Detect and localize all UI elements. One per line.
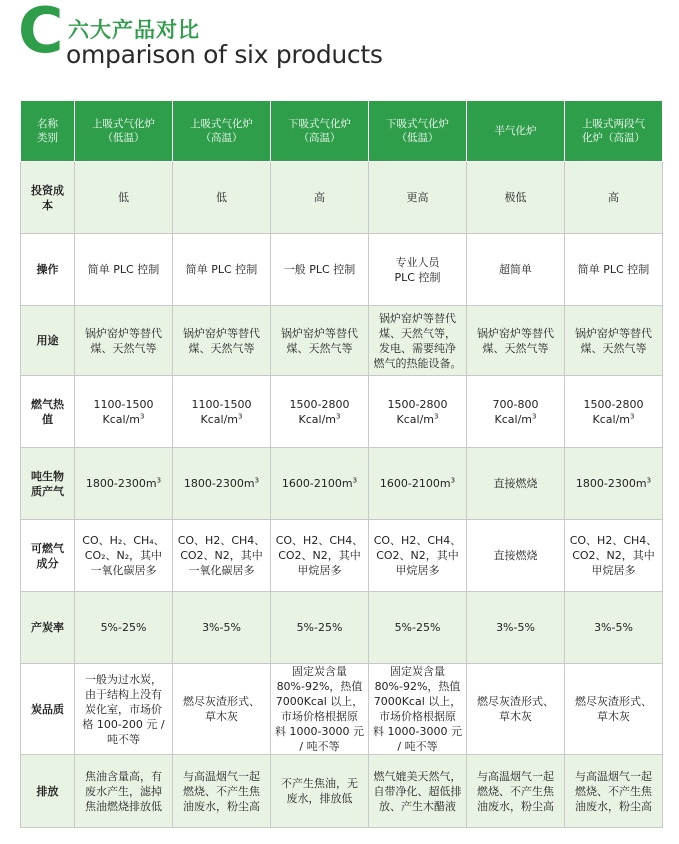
- row-header: 可燃气 成分: [21, 520, 75, 592]
- table-cell: 燃尽灰渣形式、 草木灰: [467, 664, 565, 755]
- table-cell: 低: [173, 162, 271, 234]
- table-cell: 锅炉窑炉等替代 煤、天然气等: [271, 306, 369, 376]
- table-row: [21, 234, 663, 306]
- table-cell: 1500-2800 Kcal/$m^3$: [271, 376, 369, 448]
- title-english: omparison of six products: [66, 40, 383, 69]
- title-initial-letter: C: [18, 0, 64, 67]
- table-cell: 与高温烟气一起 燃烧、不产生焦 油废水，粉尘高: [173, 755, 271, 828]
- table-cell: 固定炭含量 80%-92%，热值 7000Kcal 以上， 市场价格根据原 料 1000-3000 元 / 吨不等: [369, 664, 467, 755]
- table-cell: 更高: [369, 162, 467, 234]
- table-cell: CO、H₂、CH₄、 CO₂、N₂，其中 一氧化碳居多: [75, 520, 173, 592]
- table-row: [21, 592, 663, 664]
- table-cell: 焦油含量高，有 废水产生，滤掉 焦油燃烧排放低: [75, 755, 173, 828]
- row-header: 投资成 本: [21, 162, 75, 234]
- table-cell: 3%-5%: [467, 592, 565, 664]
- table-cell: 与高温烟气一起 燃烧、不产生焦 油废水，粉尘高: [565, 755, 663, 828]
- table-cell: 锅炉窑炉等替代 煤、天然气等: [565, 306, 663, 376]
- table-cell: 直接燃烧: [467, 448, 565, 520]
- table-cell: 锅炉窑炉等替代 煤、天然气等: [75, 306, 173, 376]
- table-cell: $1800-2300m^3$: [565, 448, 663, 520]
- table-cell: 低: [75, 162, 173, 234]
- row-header: 产炭率: [21, 592, 75, 664]
- table-cell: 3%-5%: [565, 592, 663, 664]
- table-cell: 5%-25%: [271, 592, 369, 664]
- row-header: 用途: [21, 306, 75, 376]
- table-row: [21, 448, 663, 520]
- table-cell: 燃尽灰渣形式、 草木灰: [173, 664, 271, 755]
- column-header: 下吸式气化炉 （低温）: [369, 101, 467, 162]
- table-cell: $1800-2300m^3$: [75, 448, 173, 520]
- table-cell: 锅炉窑炉等替代 煤、天然气等， 发电、需要纯净 燃气的热能设备。: [369, 306, 467, 376]
- table-cell: 高: [565, 162, 663, 234]
- table-cell: 一般 PLC 控制: [271, 234, 369, 306]
- column-header: 上吸式气化炉 （低温）: [75, 101, 173, 162]
- column-header: 下吸式气化炉 （高温）: [271, 101, 369, 162]
- column-header: 半气化炉: [467, 101, 565, 162]
- table-cell: $1600-2100m^3$: [369, 448, 467, 520]
- table-cell: 1500-2800 Kcal/$m^3$: [369, 376, 467, 448]
- table-row: [21, 755, 663, 828]
- title-block: [18, 0, 658, 76]
- table-cell: 3%-5%: [173, 592, 271, 664]
- table-cell: 超简单: [467, 234, 565, 306]
- table-cell: CO、H2、CH4、 CO2、N2，其中 甲烷居多: [271, 520, 369, 592]
- table-cell: 一般为过水炭， 由于结构上没有 炭化室，市场价 格 100-200 元 / 吨不等: [75, 664, 173, 755]
- table-row: [21, 162, 663, 234]
- table-cell: 1100-1500 Kcal/$m^3$: [173, 376, 271, 448]
- table-cell: CO、H2、CH4、 CO2、N2，其中 甲烷居多: [565, 520, 663, 592]
- column-header: 上吸式气化炉 （高温）: [173, 101, 271, 162]
- row-header: 炭品质: [21, 664, 75, 755]
- table-row: [21, 664, 663, 755]
- corner-header: 名称 类别: [21, 101, 75, 162]
- column-header: 上吸式两段气 化炉（高温）: [565, 101, 663, 162]
- table-cell: 5%-25%: [369, 592, 467, 664]
- table-cell: 简单 PLC 控制: [75, 234, 173, 306]
- table-cell: $1600-2100m^3$: [271, 448, 369, 520]
- table-cell: 燃气媲美天然气， 自带净化、超低排 放、产生木醋液: [369, 755, 467, 828]
- table-cell: 简单 PLC 控制: [565, 234, 663, 306]
- table-cell: 极低: [467, 162, 565, 234]
- table-row: [21, 520, 663, 592]
- title-chinese: 六大产品对比: [68, 18, 200, 42]
- table-cell: 1500-2800 Kcal/$m^3$: [565, 376, 663, 448]
- table-cell: 直接燃烧: [467, 520, 565, 592]
- table-row: [21, 306, 663, 376]
- comparison-table: [20, 100, 663, 828]
- table-row: [21, 376, 663, 448]
- row-header: 排放: [21, 755, 75, 828]
- table-cell: 锅炉窑炉等替代 煤、天然气等: [173, 306, 271, 376]
- table-cell: CO、H2、CH4、 CO2、N2，其中 一氧化碳居多: [173, 520, 271, 592]
- table-cell: 专业人员 PLC 控制: [369, 234, 467, 306]
- table-cell: 700-800 Kcal/$m^3$: [467, 376, 565, 448]
- table-header-row: [21, 101, 663, 162]
- table-cell: $1800-2300m^3$: [173, 448, 271, 520]
- row-header: 燃气热 值: [21, 376, 75, 448]
- row-header: 吨生物 质产气: [21, 448, 75, 520]
- table-cell: 锅炉窑炉等替代 煤、天然气等: [467, 306, 565, 376]
- table-cell: 简单 PLC 控制: [173, 234, 271, 306]
- table-cell: CO、H2、CH4、 CO2、N2，其中 甲烷居多: [369, 520, 467, 592]
- table-cell: 5%-25%: [75, 592, 173, 664]
- table-cell: 不产生焦油，无 废水，排放低: [271, 755, 369, 828]
- table-cell: 燃尽灰渣形式、 草木灰: [565, 664, 663, 755]
- table-cell: 固定炭含量 80%-92%，热值 7000Kcal 以上， 市场价格根据原 料 1000-3000 元 / 吨不等: [271, 664, 369, 755]
- table-cell: 高: [271, 162, 369, 234]
- row-header: 操作: [21, 234, 75, 306]
- table-cell: 1100-1500 Kcal/$m^3$: [75, 376, 173, 448]
- table-cell: 与高温烟气一起 燃烧、不产生焦 油废水，粉尘高: [467, 755, 565, 828]
